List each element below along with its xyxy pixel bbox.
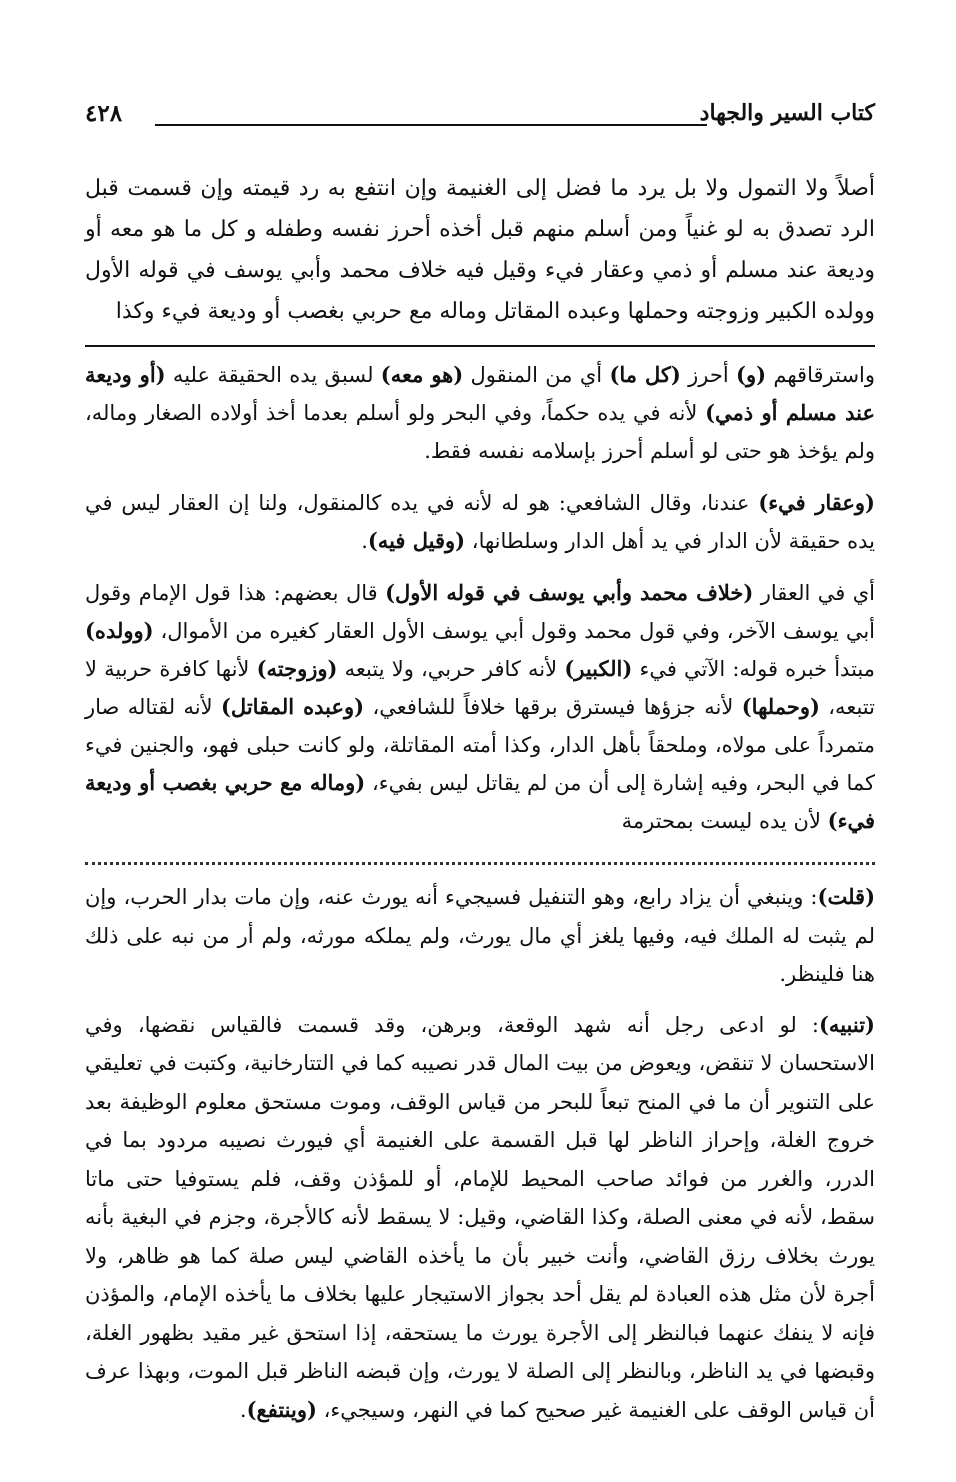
taqrir-paragraph-2: (تنبيه): لو ادعى رجل أنه شهد الوقعة، وبرهن، وقد قسمت فالقياس نقضها، وفي الاستحسان لا تنقض، ويعوض من بيت المال قدر نصيبه كما في التتارخانية، وكتبت في تعليقي على التنوير أن ما في المنح تبعاً للبحر من قياس الوقف، وموت مستحق معلوم الوظيفة بعد خروج الغلة، وإحراز الناظر لها قبل القسمة على الغنيمة أي فيورث نصيبه مردود بما في الدرر، والغرر من فوائد صاحب المحيط للإمام، أو للمؤذن وقف، فلم يستوفيا حتى ماتا سقط، لأنه في معنى الصلة، وكذا القاضي، وقيل: لا يسقط لأنه كالأجرة، وجزم في البغية بأنه يورث بخلاف رزق القاضي، وأنت خبير بأن ما يأخذه القاضي ليس صلة كما هو ظاهر، ولا أجرة لأن مثل هذه العبادة لم يقل أحد بجواز الاستيجار عليها بخلاف ما يأخذه الإمام، والمؤذن فإنه لا ينفك عنهما فبالنظر إلى الأجرة يورث ما يستحقه، إذا استحق غير مقيد بظهور الغلة، وقبضها في يد الناظر، وبالنظر إلى الصلة لا يورث، وإن قبضه الناظر قبل الموت، وبهذا عرف أن قياس الوقف على الغنيمة غير صحيح كما في النهر، وسيجيء، (وينتفع).	[85, 1011, 875, 1422]
header-rule	[155, 124, 707, 126]
matn-paragraph: أصلاً ولا التمول ولا بل يرد ما فضل إلى الغنيمة وإن انتفع به رد قيمته وإن قسمت قبل الرد تصدق به لو غنياً ومن أسلم منهم قبل أخذه أحرز نفسه وطفله و كل ما هو معه أو وديعة عند مسلم أو ذمي وعقار فيء وقيل فيه خلاف محمد وأبي يوسف في قوله الأول وولده الكبير وزوجته وحملها وعبده المقاتل وماله مع حربي بغصب أو وديعة فيء وكذا	[85, 176, 876, 324]
sharh-commentary	[85, 356, 875, 854]
sharh-paragraph-1: واسترقاقهم (و) أحرز (كل ما) أي من المنقول (هو معه) لسبق يده الحقيقة عليه (أو وديعة عند مسلم أو ذمي) لأنه في يده حكماً، وفي البحر ولو أسلم بعدما أخذ أولاده الصغار وماله، ولم يؤخذ هو حتى لو أسلم أحرز بإسلامه نفسه فقط.	[85, 362, 876, 463]
page-number: ٤٢٨	[85, 100, 123, 127]
sharh-paragraph-3: أي في العقار (خلاف محمد وأبي يوسف في قوله الأول) قال بعضهم: هذا قول الإمام وقول أبي يوسف الآخر، وفي قول محمد وقول أبي يوسف الأول العقار كغيره من الأموال، (وولده) مبتدأ خبره قوله: الآتي فيء (الكبير) لأنه كافر حربي، ولا يتبعه (وزوجته) لأنها كافرة حربية لا تتبعه، (وحملها) لأنه جزؤها فيسترق برقها خلافاً للشافعي، (وعبده المقاتل) لأنه لقتاله صار متمرداً على مولاه، وملحقاً بأهل الدار، وكذا أمته المقاتلة، ولو كانت حبلى فهو، والجنين فيء كما في البحر، وفيه إشارة إلى أن من لم يقاتل ليس بفيء، (وماله مع حربي بغصب أو وديعة فيء) لأن يده ليست بمحترمة	[85, 580, 876, 833]
matn-divider	[85, 345, 875, 347]
taqrir-notes	[85, 878, 875, 1441]
taqrir-paragraph-1: (قلت): وينبغي أن يزاد رابع، وهو التنفيل فسيجيء أنه يورث عنه، وإن مات بدار الحرب، وإن لم يثبت له الملك فيه، وفيها يلغز أي مال يورث، ولم يملكه مورثه، ولم أر من نبه على ذلك هنا فلينظر.	[85, 884, 875, 986]
sharh-paragraph-2: (وعقار فيء) عندنا، وقال الشافعي: هو له لأنه في يده كالمنقول، ولنا إن العقار ليس في يده حقيقة لأن الدار في يد أهل الدار وسلطانها، (وقيل فيه).	[85, 490, 875, 553]
matn-text	[85, 168, 875, 332]
book-title: كتاب السير والجهاد	[699, 100, 875, 126]
dotted-divider	[85, 850, 875, 865]
page-header	[85, 98, 875, 138]
